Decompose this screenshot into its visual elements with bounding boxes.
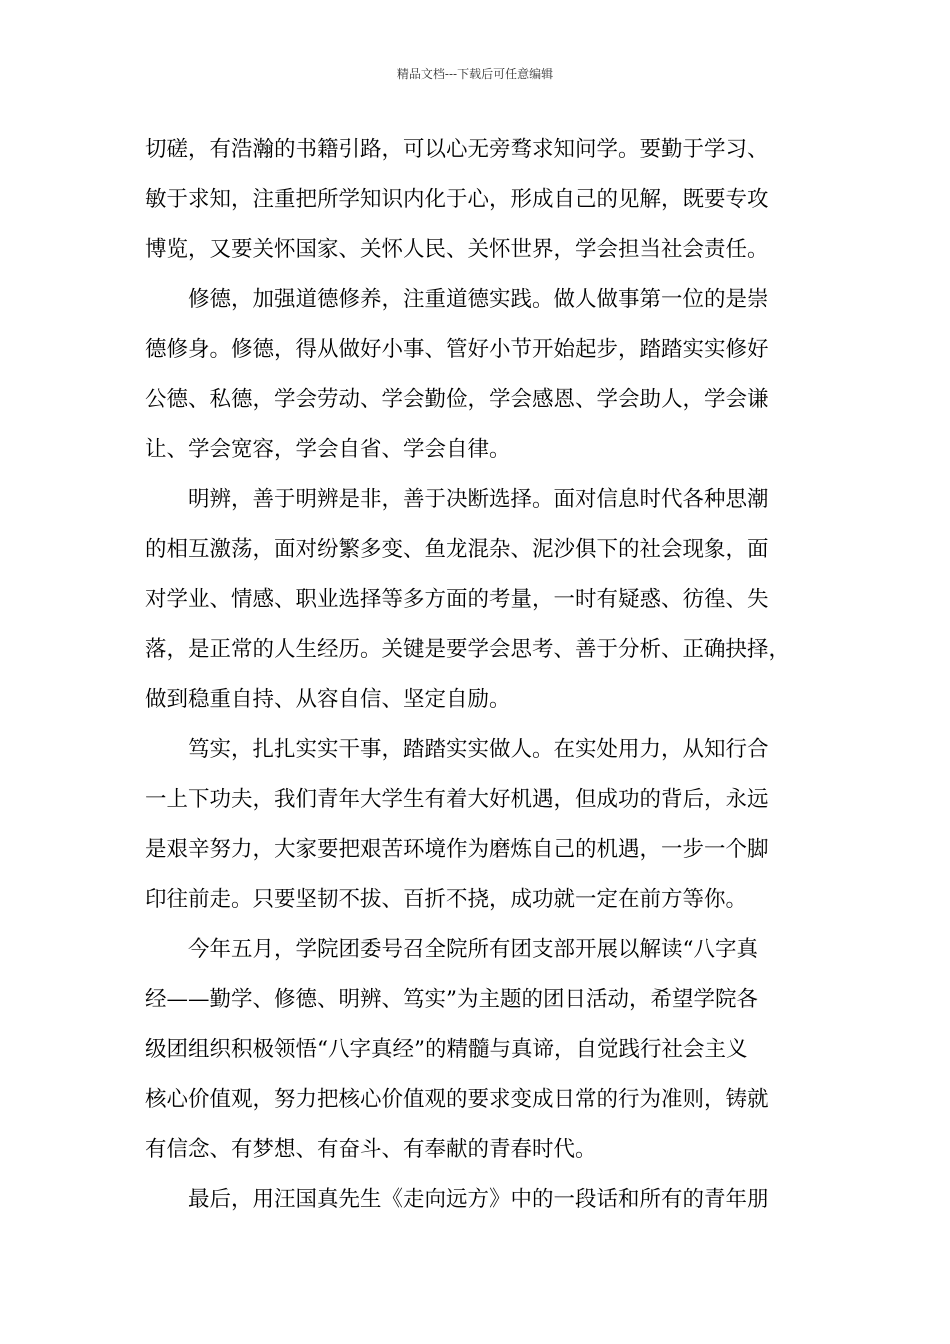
text-line: 对学业、情感、职业选择等多方面的考量，一时有疑惑、彷徨、失 xyxy=(145,587,769,612)
text-line: 一上下功夫，我们青年大学生有着大好机遇，但成功的背后，永远 xyxy=(145,787,769,812)
text-line: 是艰辛努力，大家要把艰苦环境作为磨炼自己的机遇，一步一个脚 xyxy=(145,837,769,862)
text-line: 最后，用汪国真先生《走向远方》中的一段话和所有的青年朋 xyxy=(145,1187,769,1212)
text-line: 做到稳重自持、从容自信、坚定自励。 xyxy=(145,687,511,712)
page-header: 精品文档---下载后可任意编辑 xyxy=(396,67,554,81)
text-line: 核心价值观，努力把核心价值观的要求变成日常的行为准则，铸就 xyxy=(145,1087,769,1112)
text-line: 落，是正常的人生经历。关键是要学会思考、善于分析、正确抉择， xyxy=(145,637,791,662)
text-line: 德修身。修德，得从做好小事、管好小节开始起步，踏踏实实修好 xyxy=(145,337,769,362)
text-line: 敏于求知，注重把所学知识内化于心，形成自己的见解，既要专攻 xyxy=(145,187,769,212)
text-line: 让、学会宽容，学会自省、学会自律。 xyxy=(145,437,511,462)
text-line: 切磋，有浩瀚的书籍引路，可以心无旁骛求知问学。要勤于学习、 xyxy=(145,137,769,162)
text-line: 修德，加强道德修养，注重道德实践。做人做事第一位的是崇 xyxy=(145,287,769,312)
text-line: 公德、私德，学会劳动、学会勤俭，学会感恩、学会助人，学会谦 xyxy=(145,387,769,412)
text-line: 级团组织积极领悟“八字真经”的精髓与真谛，自觉践行社会主义 xyxy=(145,1037,748,1062)
text-line: 今年五月，学院团委号召全院所有团支部开展以解读“八字真 xyxy=(145,937,758,962)
text-line: 笃实，扎扎实实干事，踏踏实实做人。在实处用力，从知行合 xyxy=(145,737,769,762)
text-line: 有信念、有梦想、有奋斗、有奉献的青春时代。 xyxy=(145,1137,597,1162)
text-line: 博览，又要关怀国家、关怀人民、关怀世界，学会担当社会责任。 xyxy=(145,237,769,262)
document-body xyxy=(145,125,825,1225)
text-line: 明辨，善于明辨是非，善于决断选择。面对信息时代各种思潮 xyxy=(145,487,769,512)
text-line: 的相互激荡，面对纷繁多变、鱼龙混杂、泥沙俱下的社会现象，面 xyxy=(145,537,769,562)
text-line: 经——勤学、修德、明辨、笃实”为主题的团日活动，希望学院各 xyxy=(145,987,758,1012)
text-line: 印往前走。只要坚韧不拔、百折不挠，成功就一定在前方等你。 xyxy=(145,887,748,912)
